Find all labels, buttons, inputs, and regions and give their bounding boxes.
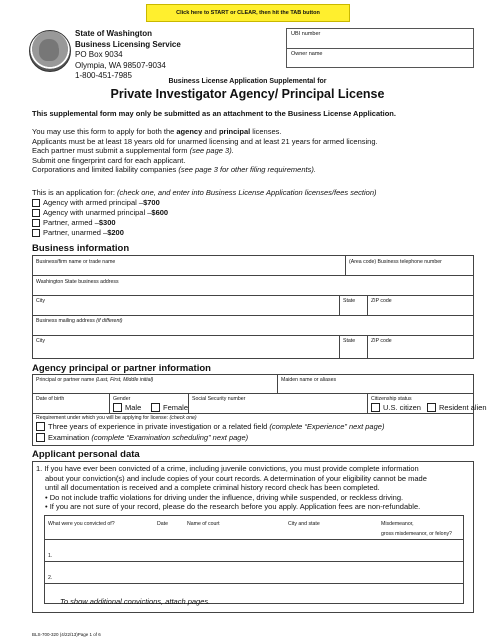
supplemental-label: Business License Application Supplemental for [168, 78, 327, 85]
maiden-name-label: Maiden name or aliases [281, 377, 337, 383]
requirement-label: Requirement under which you will be applying for license: (check one) [36, 415, 197, 421]
start-clear-button[interactable]: Click here to START or CLEAR, then hit the TAB button [146, 4, 350, 22]
table-row: 1. [48, 553, 53, 559]
option-armed-agency[interactable]: Agency with armed principal – $700 [32, 198, 160, 208]
requirement-experience-option[interactable]: Three years of experience in private investigation or a related field (complete “Experience” next page) [36, 422, 384, 431]
gender-male-option[interactable]: Male [113, 403, 141, 412]
table-header: Misdemeanor, [381, 521, 414, 527]
personal-data-form [32, 461, 474, 613]
option-partner-unarmed[interactable]: Partner, unarmed – $200 [32, 228, 124, 238]
checkbox[interactable] [32, 229, 40, 237]
agency-line: PO Box 9034 [75, 50, 123, 59]
firm-name-label: Business/firm name or trade name [36, 259, 116, 265]
owner-name-field[interactable]: Owner name [287, 48, 473, 66]
checkbox[interactable] [36, 433, 45, 442]
section-heading-business: Business information [32, 243, 130, 254]
conviction-table [44, 515, 464, 604]
gender-label: Gender [113, 396, 131, 402]
conviction-instructions: 1. If you have ever been convicted of a crime, including juvenile convictions, you must provide complete information about your conviction(s) and include copies of your court records. A determination of your eligibility cannot be made until all documentation is received and a complete criminal history record check has been completed. • Do not include traffic violations for driving under the influence, driving while suspended, or reckless driving. • If you are not sure of your record, please do the research before you apply. Application fees are non-refundable. [36, 464, 427, 512]
table-header: What were you convicted of? [48, 521, 115, 527]
checkbox[interactable] [113, 403, 122, 412]
option-partner-armed[interactable]: Partner, armed – $300 [32, 218, 116, 228]
id-box [286, 28, 474, 68]
checkbox[interactable] [32, 199, 40, 207]
resident-alien-option[interactable]: Resident alien [427, 403, 487, 412]
section-heading-personal: Applicant personal data [32, 449, 140, 460]
business-info-form [32, 255, 474, 359]
agency-line: Olympia, WA 98507-9034 [75, 60, 166, 70]
agency-line: 1-800-451-7985 [75, 71, 132, 80]
table-header: Date [157, 521, 168, 527]
principal-info-form [32, 374, 487, 446]
address-label: Washington State business address [36, 279, 119, 285]
agency-line: Business Licensing Service [75, 39, 181, 49]
section-heading-principal: Agency principal or partner information [32, 363, 211, 374]
principal-name-label: Principal or partner name (Last, First, Middle initial) [36, 377, 154, 383]
application-for-text: This is an application for: (check one, and enter into Business License Application licenses/fees section) [32, 188, 377, 197]
city-label: City [36, 298, 45, 304]
table-header: City and state [288, 521, 320, 527]
zip-label: ZIP code [371, 338, 392, 344]
table-header: Name of court [187, 521, 220, 527]
state-label: State [343, 298, 356, 304]
form-footer: BLS-700-320 (4/22/13)Page 1 of 6 [32, 632, 101, 637]
agency-line: State of Washington [75, 29, 153, 38]
checkbox[interactable] [427, 403, 436, 412]
dob-label: Date of birth [36, 396, 65, 402]
city-label: City [36, 338, 45, 344]
requirement-exam-option[interactable]: Examination (complete “Examination scheduling” next page) [36, 433, 248, 442]
checkbox[interactable] [371, 403, 380, 412]
zip-label: ZIP code [371, 298, 392, 304]
additional-convictions-note: To show additional convictions, attach pages. [60, 597, 211, 606]
option-unarmed-agency[interactable]: Agency with unarmed principal – $600 [32, 208, 168, 218]
ubi-field[interactable]: UBI number [291, 31, 321, 37]
checkbox[interactable] [36, 422, 45, 431]
citizenship-label: Citizenship status [371, 396, 412, 402]
table-header: gross misdemeanor, or felony? [381, 531, 452, 537]
attachment-note: This supplemental form may only be submitted as an attachment to the Business License Application. [32, 109, 396, 118]
checkbox[interactable] [151, 403, 160, 412]
mailing-address-label: Business mailing address (if different) [36, 318, 123, 324]
intro-text: You may use this form to apply for both the agency and principal licenses. Applicants must be at least 18 years old for unarmed licensing and at least 21 years for armed licensing. Each partner must submit a supplemental form (see page 3). Submit one fingerprint card for each applicant. Corporations and limited liability companies (see page 3 for other filing requirements). [32, 127, 378, 175]
checkbox[interactable] [32, 209, 40, 217]
gender-female-option[interactable]: Female [151, 403, 188, 412]
checkbox[interactable] [32, 219, 40, 227]
agency-address [75, 29, 181, 82]
ssn-label: Social Security number [192, 396, 246, 402]
table-row: 2. [48, 575, 53, 581]
phone-label: (Area code) Business telephone number [349, 259, 442, 265]
state-seal-icon [29, 30, 71, 72]
us-citizen-option[interactable]: U.S. citizen [371, 403, 421, 412]
state-label: State [343, 338, 356, 344]
page-title: Private Investigator Agency/ Principal License [110, 87, 385, 101]
